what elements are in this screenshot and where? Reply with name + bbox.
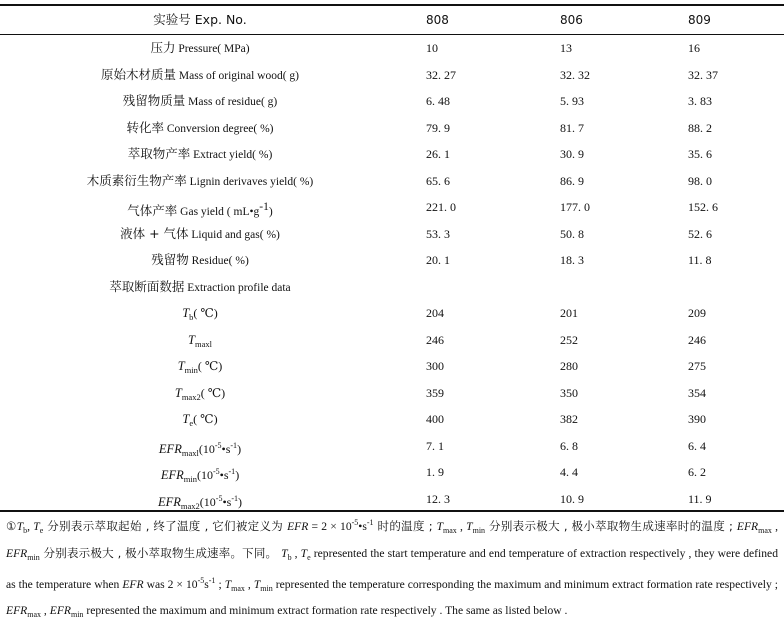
row-unit: (10 xyxy=(199,494,216,509)
row-value: 98. 0 xyxy=(688,173,712,188)
row-symbol-subscript: b xyxy=(189,312,194,322)
row-symbol-subscript: max2 xyxy=(181,391,201,402)
row-label-zh: 萃取物产率 xyxy=(127,146,191,161)
fn-subscript: e xyxy=(39,526,44,535)
fn-subscript: max xyxy=(758,526,772,535)
row-label xyxy=(0,35,400,61)
table-row xyxy=(0,168,784,194)
row-label xyxy=(0,62,400,88)
fn-text: s xyxy=(204,577,209,591)
row-label xyxy=(0,486,400,512)
fn-text-zh: 分别表示极大 , 极小萃取物生成速率时的温度 ; xyxy=(485,519,737,533)
row-unit: ( ℃) xyxy=(197,359,223,373)
table-row xyxy=(0,406,784,432)
table-row xyxy=(0,380,784,406)
row-label-en: Mass of residue( g) xyxy=(185,96,278,108)
fn-subscript: min xyxy=(472,526,486,535)
row-value xyxy=(426,274,486,300)
fn-superscript: -5 xyxy=(351,518,359,527)
row-unit-superscript: -5 xyxy=(212,467,220,476)
row-symbol: T xyxy=(174,385,182,400)
row-value: 5. 93 xyxy=(560,94,584,108)
row-symbol: EFR xyxy=(160,468,184,482)
fn-symbol: EFR xyxy=(49,603,71,617)
row-label-en: Mass of original wood( g) xyxy=(176,69,299,82)
row-label-zh: 气体产率 xyxy=(127,203,178,218)
row-label xyxy=(0,459,400,485)
fn-superscript: -1 xyxy=(208,575,216,585)
row-value: 11. 9 xyxy=(688,491,712,506)
table-row xyxy=(0,88,784,114)
row-value: 201 xyxy=(560,306,578,320)
fn-text: , xyxy=(244,577,254,591)
fn-text: , xyxy=(456,520,467,533)
row-value: 354 xyxy=(688,385,706,400)
row-label-zh: 残留物 xyxy=(151,252,189,267)
row-symbol-subscript: maxl xyxy=(194,338,212,349)
fn-symbol: EFR xyxy=(287,520,309,533)
fn-symbol: T xyxy=(300,547,308,561)
table-row xyxy=(0,459,784,485)
row-label xyxy=(0,380,400,406)
row-value: 4. 4 xyxy=(560,465,578,479)
row-value: 209 xyxy=(688,306,706,320)
row-symbol-subscript: max2 xyxy=(180,500,200,511)
fn-symbol: EFR xyxy=(736,520,759,533)
row-value: 3. 83 xyxy=(688,94,712,108)
row-symbol: EFR xyxy=(157,494,181,509)
row-symbol-subscript: min xyxy=(183,474,197,484)
fn-text: •s xyxy=(358,520,367,533)
row-unit: •s xyxy=(219,468,229,482)
row-label xyxy=(0,247,400,273)
fn-subscript: min xyxy=(70,609,84,619)
table-row xyxy=(0,194,784,220)
row-label-zh: 木质素衍生物产率 xyxy=(86,172,187,188)
row-value: 275 xyxy=(688,359,706,373)
table-row xyxy=(0,486,784,512)
row-label-zh: 转化率 xyxy=(126,119,164,135)
fn-text-zh: 时的温度 ; xyxy=(373,519,437,533)
fn-subscript: b xyxy=(23,526,28,535)
row-label xyxy=(0,88,400,114)
row-value: 246 xyxy=(426,332,444,347)
row-label xyxy=(0,327,400,353)
row-unit-superscript: -1 xyxy=(228,467,236,476)
fn-symbol: EFR xyxy=(6,603,28,617)
table-row xyxy=(0,274,784,300)
row-value xyxy=(560,274,620,300)
fn-superscript: -1 xyxy=(366,518,374,527)
row-value: 32. 37 xyxy=(688,67,718,82)
row-unit: •s xyxy=(221,441,231,456)
row-value: 88. 2 xyxy=(688,120,712,135)
fn-symbol: T xyxy=(466,520,473,533)
row-value: 12. 3 xyxy=(426,491,450,506)
fn-text: = 2 × 10 xyxy=(308,520,352,533)
row-value: 79. 9 xyxy=(426,120,450,135)
row-symbol-subscript: maxl xyxy=(181,447,199,458)
fn-subscript: e xyxy=(307,553,311,563)
row-value: 32. 27 xyxy=(426,67,456,82)
row-label-zh: 残留物质量 xyxy=(122,93,186,108)
row-value: 252 xyxy=(560,332,578,347)
row-value: 81. 7 xyxy=(560,120,584,135)
row-value: 350 xyxy=(560,385,578,400)
row-value: 18. 3 xyxy=(560,253,584,267)
row-unit-superscript: -1 xyxy=(231,493,239,503)
row-unit: •s xyxy=(222,494,232,509)
fn-subscript: max xyxy=(443,526,457,535)
row-symbol-subscript: e xyxy=(189,418,194,428)
header-label: 实验号 Exp. No. xyxy=(153,12,247,27)
row-label-en: Residue( %) xyxy=(188,255,249,267)
row-value: 6. 2 xyxy=(688,465,706,479)
row-label xyxy=(0,274,400,300)
table-row xyxy=(0,141,784,167)
footnote-mark: ① xyxy=(6,520,17,533)
row-label xyxy=(0,221,400,247)
fn-symbol: T xyxy=(33,520,40,533)
table-row xyxy=(0,115,784,141)
row-symbol: T xyxy=(182,412,190,426)
table-row xyxy=(0,35,784,61)
row-unit: ( ℃) xyxy=(193,306,218,320)
fn-text: , xyxy=(27,520,34,533)
table-row xyxy=(0,327,784,353)
row-unit: ) xyxy=(238,494,243,509)
row-value: 65. 6 xyxy=(426,173,450,188)
fn-text: , xyxy=(41,603,50,617)
row-label xyxy=(0,141,400,167)
row-label-zh: 原始木材质量 xyxy=(101,66,177,82)
row-value: 53. 3 xyxy=(426,226,450,241)
row-label xyxy=(0,353,400,379)
row-value: 20. 1 xyxy=(426,253,450,267)
row-value: 52. 6 xyxy=(688,226,712,241)
row-value: 6. 48 xyxy=(426,94,450,108)
row-value: 300 xyxy=(426,359,444,373)
row-label xyxy=(0,168,400,194)
row-value: 7. 1 xyxy=(426,438,444,453)
row-unit: (10 xyxy=(198,441,215,456)
row-label-en: Pressure( MPa) xyxy=(175,43,250,55)
row-value: 177. 0 xyxy=(560,200,590,214)
fn-text: ; xyxy=(215,577,225,591)
row-symbol: T xyxy=(182,306,190,320)
row-value: 246 xyxy=(688,332,706,347)
fn-text-zh: 分别表示萃取起始 , 终了温度 , 它们被定义为 xyxy=(43,519,288,533)
fn-superscript: -5 xyxy=(197,575,205,585)
table-header xyxy=(0,6,784,34)
row-label-en: Lignin derivaves yield( %) xyxy=(186,175,314,188)
header-col-809: 809 xyxy=(688,13,711,27)
row-label-en: ) xyxy=(268,206,273,218)
row-unit: ( ℃) xyxy=(200,385,226,400)
row-value: 16 xyxy=(688,41,700,55)
row-label-zh: 压力 xyxy=(150,40,176,55)
row-value: 221. 0 xyxy=(426,200,456,214)
row-value: 390 xyxy=(688,412,706,426)
fn-subscript: min xyxy=(260,583,273,593)
row-unit-superscript: -5 xyxy=(214,440,222,450)
row-label xyxy=(0,115,400,141)
row-value xyxy=(688,274,748,300)
fn-symbol: EFR xyxy=(6,547,28,561)
table-row xyxy=(0,300,784,326)
table-row xyxy=(0,62,784,88)
row-label xyxy=(0,406,400,432)
fn-text: represented the maximum and minimum extract formation rate respectively . The same as listed below . xyxy=(83,603,568,617)
fn-symbol: EFR xyxy=(122,577,144,591)
fn-symbol: T xyxy=(281,547,288,561)
fn-text: , xyxy=(291,547,301,561)
row-value: 152. 6 xyxy=(688,200,718,214)
row-value: 1. 9 xyxy=(426,465,444,479)
row-unit: ( ℃) xyxy=(193,412,218,426)
fn-text: represented the temperature corresponding the maximum and minimum extract formation rate respectively ; xyxy=(272,577,778,591)
row-label-en: Extraction profile data xyxy=(184,281,291,294)
fn-subscript: max xyxy=(231,583,245,593)
row-label-zh: 液体 + 气体 xyxy=(120,225,189,241)
row-unit-superscript: -5 xyxy=(215,493,223,503)
row-value: 35. 6 xyxy=(688,147,712,161)
fn-subscript: b xyxy=(287,553,292,563)
row-unit: ) xyxy=(237,441,242,456)
fn-symbol: T xyxy=(253,577,261,591)
row-label-en: Liquid and gas( %) xyxy=(188,228,280,241)
table-row xyxy=(0,433,784,459)
table-row xyxy=(0,221,784,247)
table-row xyxy=(0,353,784,379)
table-row xyxy=(0,247,784,273)
fn-symbol: T xyxy=(436,520,444,533)
row-value: 13 xyxy=(560,41,572,55)
row-value: 280 xyxy=(560,359,578,373)
row-label-en: Extract yield( %) xyxy=(190,149,273,161)
row-value: 6. 8 xyxy=(560,438,578,453)
row-value: 86. 9 xyxy=(560,173,584,188)
fn-text: was 2 × 10 xyxy=(143,577,198,591)
row-value: 30. 9 xyxy=(560,147,584,161)
row-label-superscript: -1 xyxy=(259,201,269,213)
table-footnote xyxy=(6,512,778,626)
row-unit-superscript: -1 xyxy=(230,440,238,450)
row-value: 10 xyxy=(426,41,438,55)
row-symbol-subscript: min xyxy=(184,365,198,375)
row-symbol: T xyxy=(177,359,185,373)
fn-text: , xyxy=(771,520,779,533)
row-symbol: EFR xyxy=(158,441,182,456)
row-value: 6. 4 xyxy=(688,438,706,453)
fn-text: represented the start temperature and end temperature of extraction respectively , they were defined as the temperature when xyxy=(6,547,779,591)
fn-symbol: T xyxy=(16,520,24,533)
row-label xyxy=(0,300,400,326)
row-value: 10. 9 xyxy=(560,491,584,506)
header-col-806: 806 xyxy=(560,13,583,27)
fn-subscript: max xyxy=(27,609,42,619)
header-col-808: 808 xyxy=(426,13,449,27)
row-value: 50. 8 xyxy=(560,226,584,241)
row-label-en: Conversion degree( %) xyxy=(163,122,274,135)
row-label xyxy=(0,433,400,459)
row-value: 359 xyxy=(426,385,444,400)
row-unit: (10 xyxy=(196,468,213,482)
row-value: 26. 1 xyxy=(426,147,450,161)
row-label-zh: 萃取断面数据 xyxy=(109,278,185,294)
row-value: 204 xyxy=(426,306,444,320)
row-value: 11. 8 xyxy=(688,253,712,267)
row-label xyxy=(0,194,400,220)
row-unit: ) xyxy=(235,468,240,482)
fn-text-zh: 分别表示极大 , 极小萃取物生成速率。下同。 xyxy=(39,546,282,561)
row-label-en: Gas yield ( mL•g xyxy=(177,206,260,218)
fn-symbol: T xyxy=(224,577,232,591)
row-symbol: T xyxy=(188,332,195,347)
row-value: 382 xyxy=(560,412,578,426)
row-value: 32. 32 xyxy=(560,67,590,82)
row-value: 400 xyxy=(426,412,444,426)
fn-subscript: min xyxy=(27,553,40,563)
